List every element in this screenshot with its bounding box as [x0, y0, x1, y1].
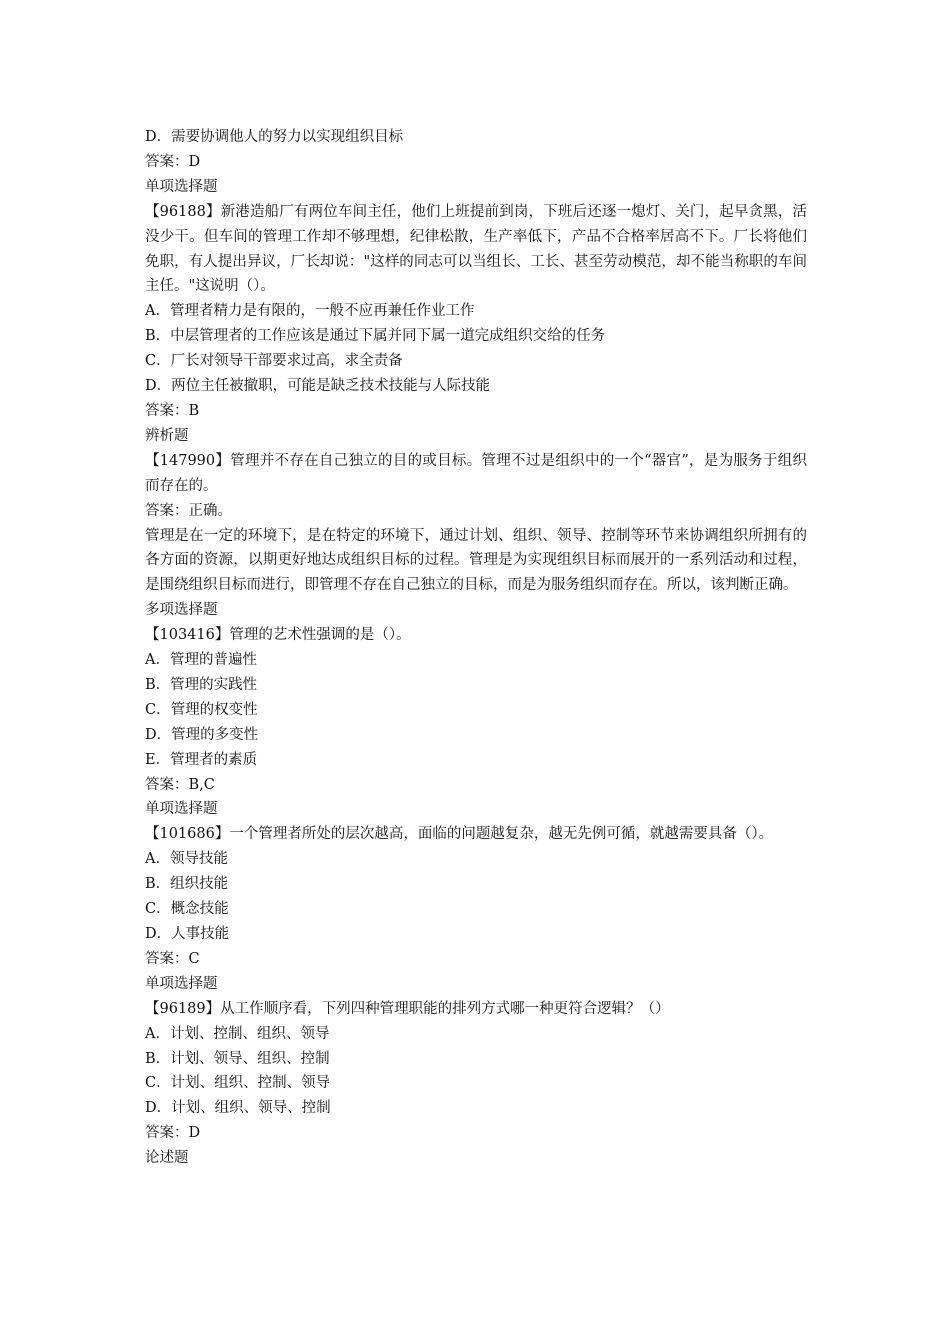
question-text: 【96189】从工作顺序看，下列四种管理职能的排列方式哪一种更符合逻辑？（） [145, 1000, 670, 1017]
option-line: A．管理者精力是有限的，一般不应再兼任作业工作 [145, 303, 475, 320]
option-line: B．组织技能 [145, 876, 229, 893]
option-line: C．概念技能 [145, 901, 229, 918]
answer-line: 答案：C [145, 950, 200, 967]
option-line: D．两位主任被撤职，可能是缺乏技术技能与人际技能 [145, 378, 491, 395]
option-line: D．管理的多变性 [145, 726, 259, 743]
question-type-heading: 多项选择题 [145, 602, 218, 619]
answer-line: 答案：D [145, 1125, 201, 1142]
answer-line: 答案：D [145, 153, 201, 170]
option-line: C．计划、组织、控制、领导 [145, 1075, 331, 1092]
option-line: A．领导技能 [145, 851, 228, 868]
answer-line: 答案：B,C [145, 776, 215, 793]
answer-line: 答案：正确。 [145, 502, 232, 519]
question-type-heading: 论述题 [145, 1150, 189, 1167]
question-text: 【101686】一个管理者所处的层次越高，面临的问题越复杂，越无先例可循，就越需要具备（）。 [145, 826, 774, 843]
question-type-heading: 辨析题 [145, 427, 189, 444]
option-line: D．需要协调他人的努力以实现组织目标 [145, 129, 404, 145]
document-page [145, 125, 807, 1171]
option-line: B．管理的实践性 [145, 676, 258, 693]
question-text: 【147990】管理并不存在自己独立的目的或目标。管理不过是组织中的一个“器官”，是为服务于组织而存在的。 [145, 452, 807, 494]
question-type-heading: 单项选择题 [145, 801, 218, 818]
option-line: C．厂长对领导干部要求过高，求全责备 [145, 353, 403, 370]
option-line: B．中层管理者的工作应该是通过下属并同下属一道完成组织交给的任务 [145, 328, 606, 345]
option-line: B．计划、领导、组织、控制 [145, 1050, 330, 1067]
explanation-paragraph: 管理是在一定的环境下，是在特定的环境下，通过计划、组织、领导、控制等环节来协调组织所拥有的各方面的资源，以期更好地达成组织目标的过程。管理是为实现组织目标而展开的一系列活动和过程，是围绕组织目标而进行，即管理不存在自己独立的目标，而是为服务组织而存在。所以，该判断正确。 [145, 527, 807, 594]
question-type-heading: 单项选择题 [145, 178, 218, 195]
question-type-heading: 单项选择题 [145, 975, 218, 992]
question-text: 【96188】新港造船厂有两位车间主任，他们上班提前到岗，下班后还逐一熄灯、关门，起早贪黑，活没少干。但车间的管理工作却不够理想，纪律松散，生产率低下，产品不合格率居高不下。厂长将他们免职，有人提出异议，厂长却说："这样的同志可以当组长、工长、甚至劳动模范，却不能当称职的车间主任。"这说明（）。 [145, 203, 807, 295]
option-line: D．人事技能 [145, 926, 230, 942]
answer-line: 答案：B [145, 402, 200, 419]
option-line: E．管理者的素质 [145, 751, 258, 768]
option-line: A．管理的普遍性 [145, 652, 257, 669]
question-text: 【103416】管理的艺术性强调的是（）。 [145, 627, 411, 644]
option-line: A．计划、控制、组织、领导 [145, 1025, 330, 1042]
option-line: C．管理的权变性 [145, 701, 258, 718]
option-line: D．计划、组织、领导、控制 [145, 1100, 331, 1117]
